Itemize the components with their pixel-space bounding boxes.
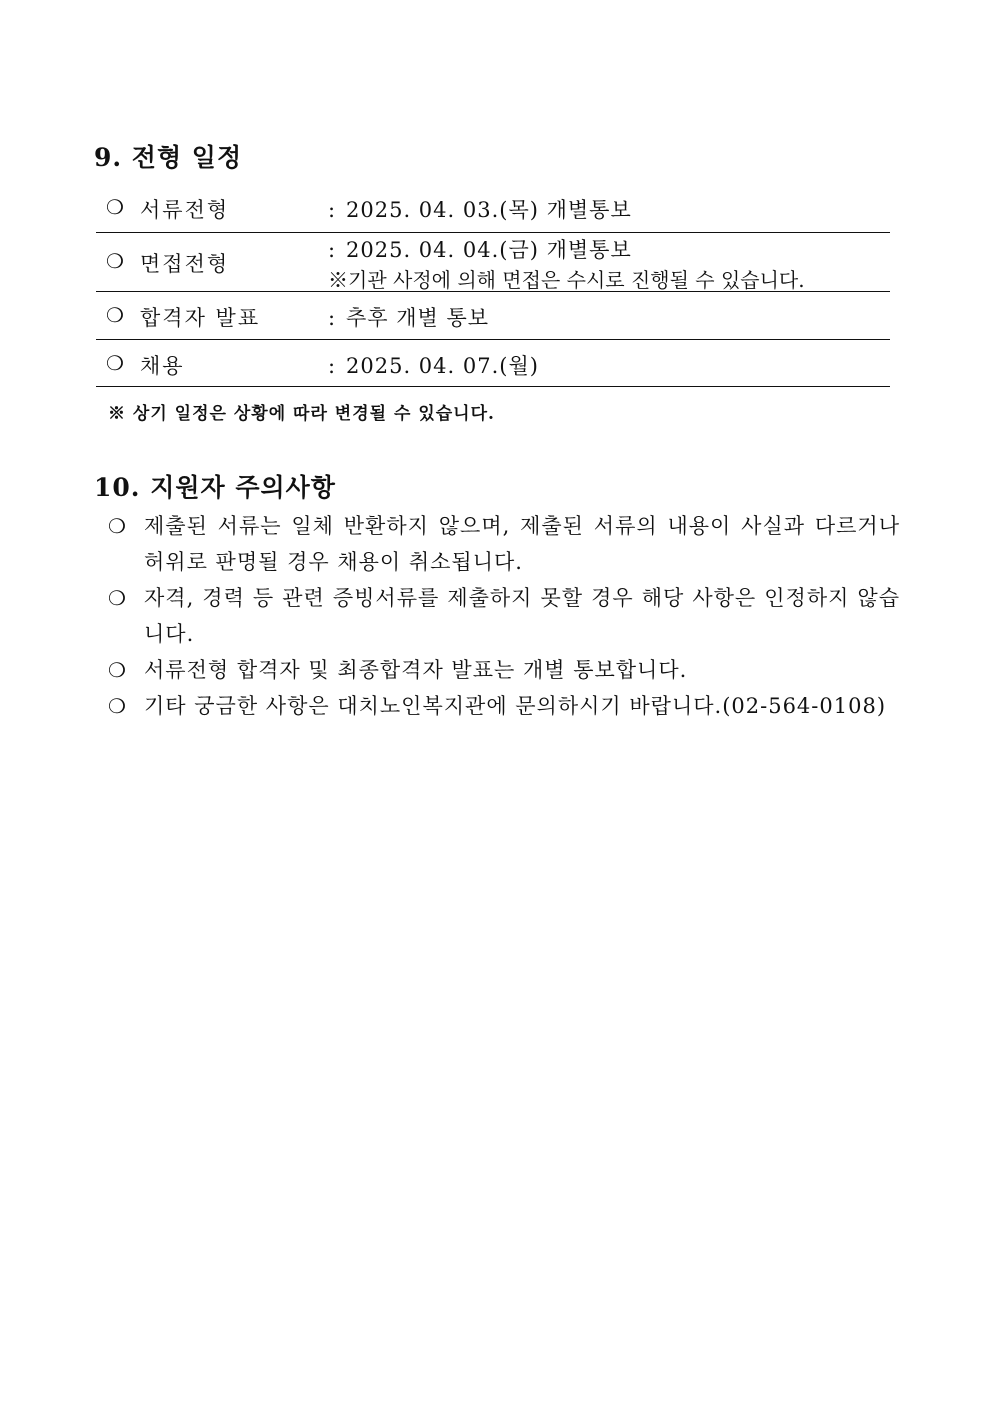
list-item <box>108 508 900 580</box>
schedule-row-interview <box>96 233 890 292</box>
colon: : <box>328 238 337 262</box>
schedule-footnote: ※ 상기 일정은 상황에 따라 변경될 수 있습니다. <box>108 404 495 424</box>
notice-list <box>108 508 900 724</box>
colon: : <box>328 306 337 330</box>
circle-bullet-icon: ❍ <box>108 514 127 538</box>
notice-text: 기타 궁금한 사항은 대치노인복지관에 문의하시기 바랍니다.(02-564-0108) <box>144 694 887 718</box>
circle-bullet-icon: ❍ <box>108 694 127 718</box>
circle-bullet-icon: ❍ <box>106 195 124 219</box>
schedule-label: 면접전형 <box>140 252 230 276</box>
section-title-schedule: 9. 전형 일정 <box>94 143 243 172</box>
list-item <box>108 688 900 724</box>
circle-bullet-icon: ❍ <box>106 249 124 273</box>
notice-text: 제출된 서류는 일체 반환하지 않으며, 제출된 서류의 내용이 사실과 다르거나 허위로 판명될 경우 채용이 취소됩니다. <box>144 514 900 574</box>
circle-bullet-icon: ❍ <box>108 658 127 682</box>
schedule-date: 2025. 04. 04.(금) 개별통보 <box>346 238 632 262</box>
schedule-label: 합격자 발표 <box>140 306 261 330</box>
schedule-value <box>328 350 539 380</box>
schedule-note: ※기관 사정에 의해 면접은 수시로 진행될 수 있습니다. <box>328 268 805 292</box>
schedule-row-document-screening <box>96 186 890 233</box>
schedule-row-announcement <box>96 292 890 340</box>
schedule-value <box>328 194 632 224</box>
schedule-row-hiring <box>96 340 890 387</box>
schedule-value <box>328 302 489 332</box>
notice-text: 서류전형 합격자 및 최종합격자 발표는 개별 통보합니다. <box>144 658 688 682</box>
circle-bullet-icon: ❍ <box>106 351 124 375</box>
colon: : <box>328 354 337 378</box>
schedule-label: 서류전형 <box>140 198 230 222</box>
schedule-date: 2025. 04. 03.(목) 개별통보 <box>346 198 632 222</box>
list-item <box>108 652 900 688</box>
circle-bullet-icon: ❍ <box>106 303 124 327</box>
schedule-date: 추후 개별 통보 <box>346 306 490 330</box>
notice-text: 자격, 경력 등 관련 증빙서류를 제출하지 못할 경우 해당 사항은 인정하지 않습니다. <box>144 586 900 646</box>
list-item <box>108 580 900 652</box>
colon: : <box>328 198 337 222</box>
schedule-date: 2025. 04. 07.(월) <box>346 354 539 378</box>
circle-bullet-icon: ❍ <box>108 586 127 610</box>
schedule-label: 채용 <box>140 354 185 378</box>
section-title-applicant-notice: 10. 지원자 주의사항 <box>94 473 336 502</box>
schedule-value <box>328 234 632 264</box>
schedule-table <box>96 186 890 387</box>
